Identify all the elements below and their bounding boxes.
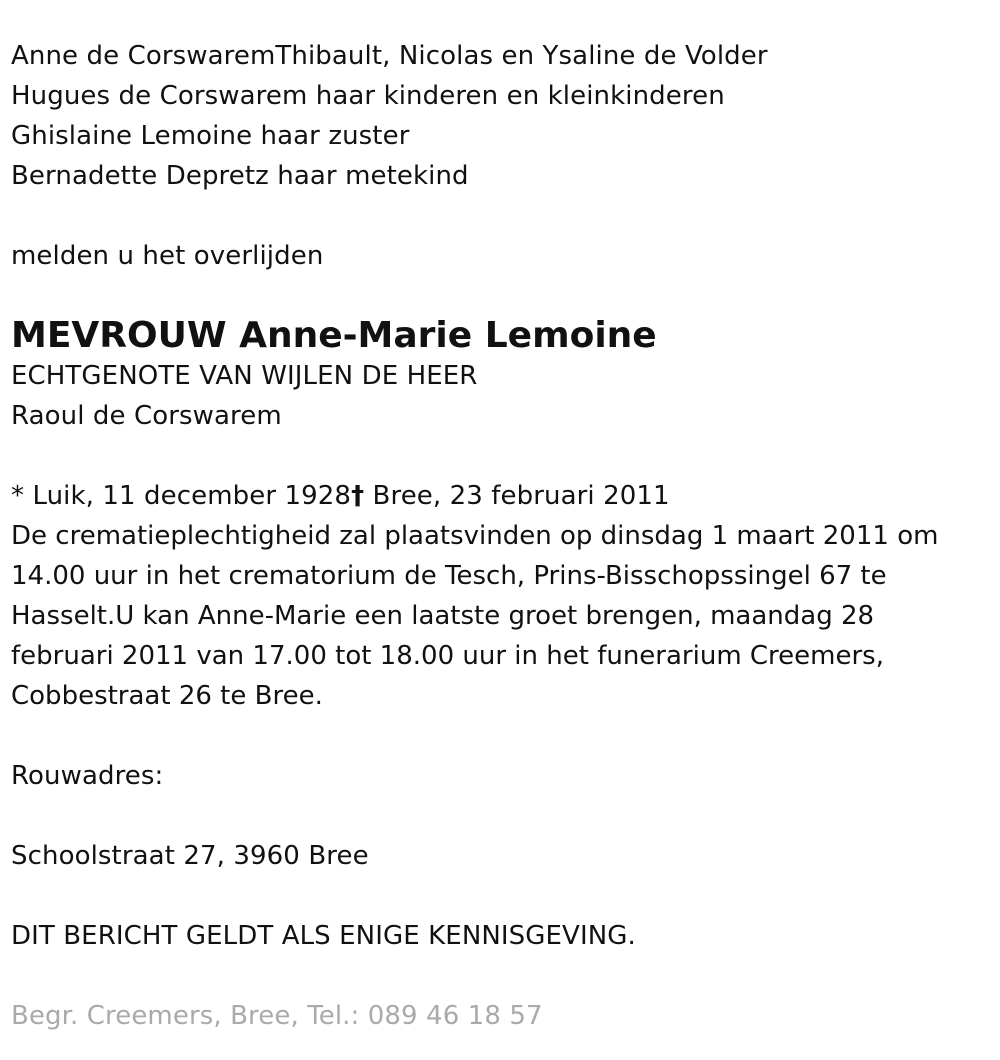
life-dates [11, 476, 971, 516]
family-line-3: Ghislaine Lemoine haar zuster [11, 121, 410, 151]
deceased-name: MEVROUW Anne-Marie Lemoine [11, 315, 657, 356]
spacer [11, 276, 971, 316]
ceremony-details: De crematieplechtigheid zal plaatsvinden op dinsdag 1 maart 2011 om 14.00 uur in het crematorium de Tesch, Prins-Bisschopssingel 67 te Hasselt.U kan Anne-Marie een laatste groet brengen, maandag 28 februari 2011 van 17.00 tot 18.00 uur in het funerarium Creemers, Cobbestraat 26 te Bree. [11, 521, 939, 711]
spacer [11, 876, 971, 916]
funeral-home-footer: Begr. Creemers, Bree, Tel.: 089 46 18 57 [11, 1001, 543, 1031]
spouse-name: Raoul de Corswarem [11, 401, 282, 431]
notice-statement: DIT BERICHT GELDT ALS ENIGE KENNISGEVING. [11, 921, 636, 951]
spacer [11, 796, 971, 836]
family-line-4: Bernadette Depretz haar metekind [11, 161, 469, 191]
deceased-relation: ECHTGENOTE VAN WIJLEN DE HEER [11, 361, 478, 391]
death-date: Bree, 23 februari 2011 [364, 481, 670, 511]
spacer [11, 196, 971, 236]
spacer [11, 956, 971, 996]
family-line-2: Hugues de Corswarem haar kinderen en kleinkinderen [11, 81, 725, 111]
spacer [11, 436, 971, 476]
family-line-1: Anne de CorswaremThibault, Nicolas en Ysaline de Volder [11, 41, 768, 71]
address-label: Rouwadres: [11, 761, 164, 791]
spacer [11, 716, 971, 756]
mourning-address: Schoolstraat 27, 3960 Bree [11, 841, 369, 871]
obituary-notice [11, 36, 971, 1036]
birth-date: * Luik, 11 december 1928 [11, 481, 352, 511]
announcement-text: melden u het overlijden [11, 241, 324, 271]
cross-icon: † [351, 481, 365, 511]
